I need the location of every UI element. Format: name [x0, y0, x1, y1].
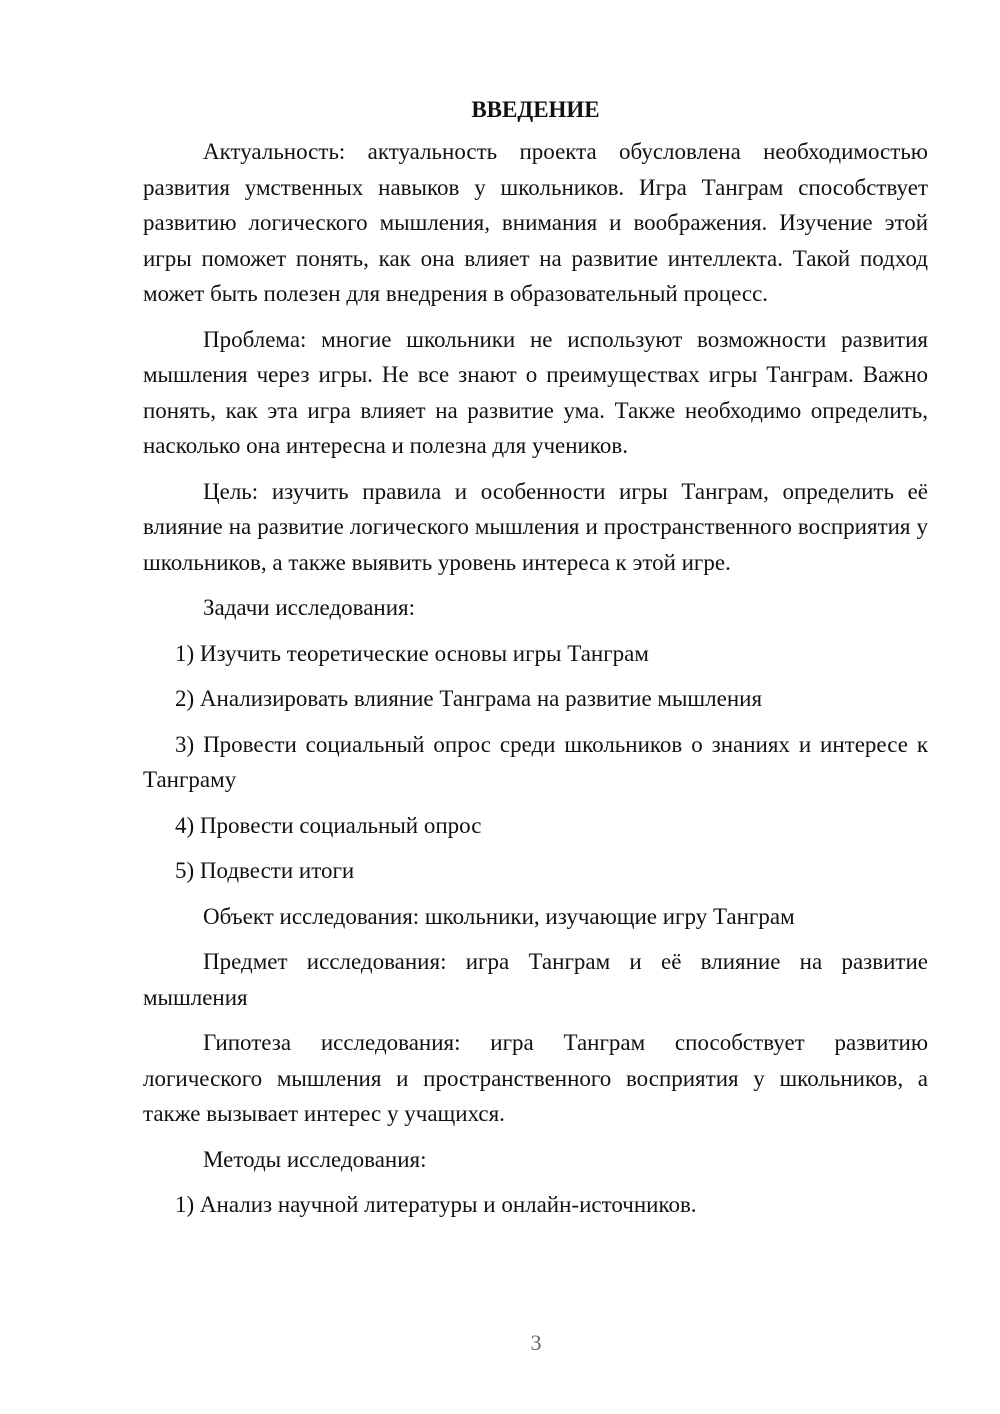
method-item-1: 1) Анализ научной литературы и онлайн-источников. [175, 1192, 697, 1217]
paragraph-problem: Проблема: многие школьники не используют возможности развития мышления через игры. Не все знают о преимуществах игры Танграм. Важно понять, как эта игра влияет на развитие ума. Также необходимо определить, насколько она интересна и полезна для учеников. [143, 326, 928, 458]
paragraph-subject: Предмет исследования: игра Танграм и её влияние на развитие мышления [143, 949, 928, 1010]
page-title: ВВЕДЕНИЕ [471, 97, 600, 122]
page-body [143, 92, 928, 1233]
paragraph-hypothesis: Гипотеза исследования: игра Танграм способствует развитию логического мышления и пространственного восприятия у школьников, а также вызывает интерес у учащихся. [143, 1030, 928, 1126]
task-item-4: 4) Провести социальный опрос [175, 812, 482, 838]
paragraph-relevance: Актуальность: актуальность проекта обусловлена необходимостью развития умственных навыков у школьников. Игра Танграм способствует развитию логического мышления, внимания и воображения. Изучение этой игры поможет понять, как она влияет на развитие интеллекта. Такой подход может быть полезен для внедрения в образовательный процесс. [143, 139, 928, 306]
task-item-1: 1) Изучить теоретические основы игры Танграм [175, 640, 649, 666]
task-item-5: 5) Подвести итоги [175, 858, 355, 883]
task-item-2: 2) Анализировать влияние Танграма на развитие мышления [175, 686, 763, 711]
page-number: 3 [530, 1330, 542, 1355]
tasks-heading: Задачи исследования: [203, 595, 416, 620]
methods-heading: Методы исследования: [203, 1146, 427, 1172]
paragraph-goal: Цель: изучить правила и особенности игры Танграм, определить её влияние на развитие логического мышления и пространственного восприятия у школьников, а также выявить уровень интереса к этой игре. [143, 478, 928, 575]
task-item-3: 3) Провести социальный опрос среди школьников о знаниях и интересе к Танграму [143, 731, 928, 792]
paragraph-object: Объект исследования: школьники, изучающие игру Танграм [203, 903, 795, 929]
